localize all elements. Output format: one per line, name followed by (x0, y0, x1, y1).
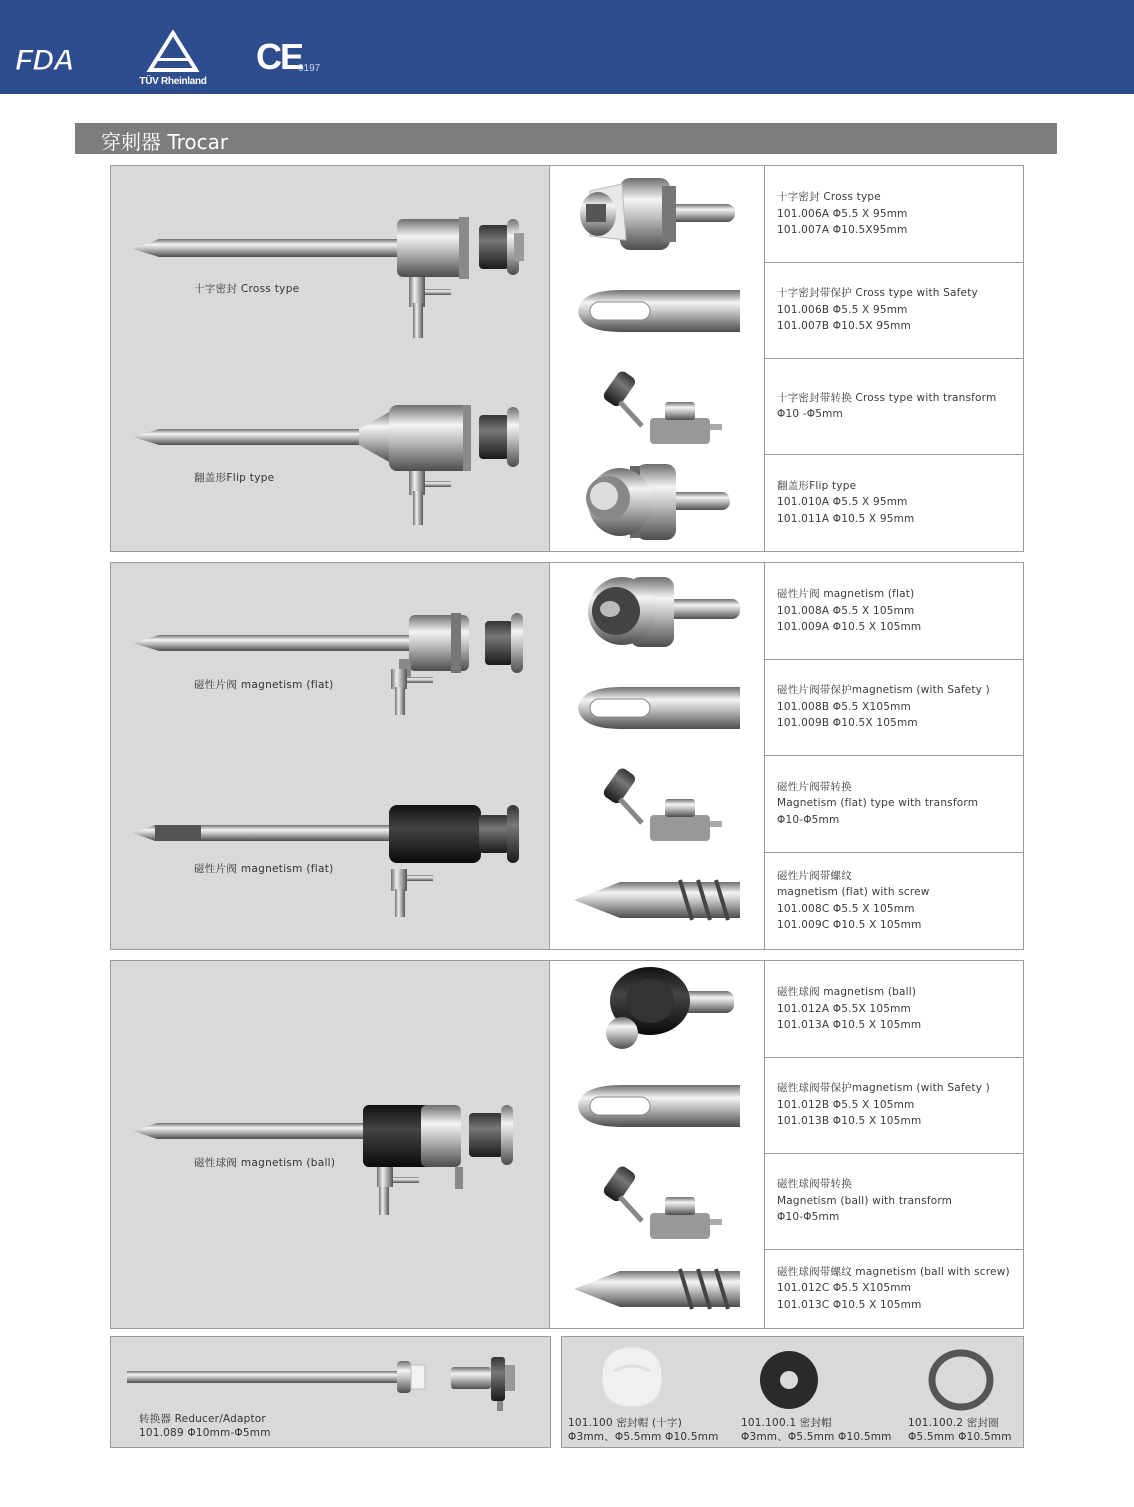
variant-line: 十字密封带保护 Cross type with Safety (777, 287, 978, 300)
reducer-panel (110, 1336, 551, 1448)
variant-photo (550, 166, 765, 262)
fda-logo: FDA (15, 44, 74, 77)
seal-ring-photo (928, 1349, 994, 1411)
variant-text (777, 755, 1021, 852)
variant-line: Magnetism (flat) type with transform (777, 797, 979, 810)
variant-text (777, 454, 1021, 551)
variant-text (777, 1057, 1021, 1153)
variant-rows (550, 563, 1023, 949)
cap3-label: 101.100.2 密封圈 (908, 1417, 999, 1429)
variant-photo (550, 961, 765, 1057)
variant-line: 磁性片阀 magnetism (flat) (777, 588, 915, 601)
variant-row (550, 262, 1023, 359)
variant-photo (550, 563, 765, 659)
variant-row (550, 1057, 1023, 1154)
variant-line: 101.006A Φ5.5 X 95mm (777, 207, 908, 220)
variant-row (550, 852, 1023, 949)
variant-line: 翻盖形Flip type (777, 479, 857, 492)
safety-tip-photo (550, 262, 764, 358)
variant-photo (550, 852, 765, 949)
variant-text (777, 1249, 1021, 1328)
variant-line: 101.012C Φ5.5 X105mm (777, 1282, 912, 1295)
variant-row (550, 358, 1023, 455)
safety-tip-photo (550, 1057, 764, 1153)
flip-cap-photo (550, 454, 764, 550)
variant-line: 101.010A Φ5.5 X 95mm (777, 496, 908, 509)
variant-line: Φ10-Φ5mm (777, 1211, 840, 1224)
variant-line: Φ10 -Φ5mm (777, 408, 843, 420)
section-title-bar (75, 123, 1057, 154)
variant-line: 101.011A Φ10.5 X 95mm (777, 512, 915, 525)
variant-line: 101.009C Φ10.5 X 105mm (777, 919, 922, 931)
variant-line: 101.012A Φ5.5X 105mm (777, 1002, 911, 1015)
seal-caps-panel (561, 1336, 1024, 1448)
section-cross-flip (110, 165, 1024, 552)
variant-row (550, 563, 1023, 660)
main-label: 磁性片阀 magnetism (flat) (194, 863, 334, 875)
cap1-sizes: Φ3mm、Φ5.5mm Φ10.5mm (568, 1431, 719, 1443)
variant-text (777, 961, 1021, 1057)
variant-line: 101.009B Φ10.5X 105mm (777, 717, 918, 730)
magnetism-flat-trocar-image (129, 603, 549, 718)
main-photo-area (111, 166, 550, 551)
flip-type-trocar-image (129, 401, 549, 536)
variant-line: 101.012B Φ5.5 X 105mm (777, 1098, 915, 1111)
screw-tip-photo (550, 1249, 764, 1328)
variant-line: 磁性球阀带保护magnetism (with Safety ) (777, 1082, 990, 1095)
transform-adapter-photo (550, 755, 764, 851)
tuv-logo-text: TÜV Rheinland (139, 76, 207, 87)
magnetism-ball-trocar-image (129, 1099, 549, 1219)
cross-seal-cap-photo (596, 1341, 668, 1413)
variant-line: Magnetism (ball) with transform (777, 1194, 953, 1207)
section-magnetism-ball (110, 960, 1024, 1329)
cap1-label: 101.100 密封帽 (十字) (568, 1417, 682, 1429)
main-label: 翻盖形Flip type (194, 472, 275, 484)
variant-text (777, 852, 1021, 949)
cap2-label: 101.100.1 密封帽 (741, 1417, 832, 1429)
variant-photo (550, 659, 765, 755)
variant-line: 101.007B Φ10.5X 95mm (777, 320, 911, 333)
variant-line: 磁性球阀带螺纹 magnetism (ball with screw) (777, 1265, 1010, 1278)
variant-text (777, 1153, 1021, 1249)
main-label: 磁性球阀 magnetism (ball) (194, 1157, 336, 1169)
variant-line: 磁性片阀带转换 (777, 780, 852, 793)
variant-line: 磁性球阀 magnetism (ball) (777, 986, 917, 999)
variant-rows (550, 961, 1023, 1328)
variant-line: 磁性球阀带转换 (777, 1178, 852, 1191)
variant-row (550, 454, 1023, 551)
magnetism-flat-screw-trocar-image (129, 799, 549, 924)
variant-photo (550, 1057, 765, 1153)
main-photo-area (111, 563, 550, 949)
ce-logo: CE (256, 36, 303, 77)
main-label: 磁性片阀 magnetism (flat) (194, 679, 334, 691)
seal-cap-photo (758, 1349, 820, 1411)
variant-row (550, 1249, 1023, 1328)
transform-adapter-photo (550, 1153, 764, 1249)
ce-number: 0197 (298, 63, 321, 74)
cap3-sizes: Φ5.5mm Φ10.5mm (908, 1431, 1012, 1443)
screw-tip-photo (550, 852, 764, 948)
variant-photo (550, 1249, 765, 1328)
tuv-logo (128, 30, 218, 90)
variant-line: 101.009A Φ10.5 X 105mm (777, 621, 922, 634)
variant-rows (550, 166, 1023, 551)
variant-row (550, 659, 1023, 756)
variant-text (777, 358, 1021, 454)
safety-tip-photo (550, 659, 764, 755)
variant-line: 101.007A Φ10.5X95mm (777, 224, 908, 237)
variant-photo (550, 262, 765, 358)
reducer-label: 转换器 Reducer/Adaptor (139, 1413, 266, 1425)
variant-text (777, 262, 1021, 358)
variant-line: 十字密封带转换 Cross type with transform (777, 391, 997, 404)
cross-type-trocar-image (129, 211, 549, 346)
variant-line: 101.008C Φ5.5 X 105mm (777, 902, 915, 915)
variant-photo (550, 1153, 765, 1249)
variant-row (550, 1153, 1023, 1250)
variant-line: 磁性片阀带保护magnetism (with Safety ) (777, 684, 990, 697)
variant-text (777, 563, 1021, 659)
variant-row (550, 166, 1023, 263)
cap2-sizes: Φ3mm、Φ5.5mm Φ10.5mm (741, 1431, 892, 1443)
transform-adapter-photo (550, 358, 764, 454)
reducer-code: 101.089 Φ10mm-Φ5mm (139, 1427, 271, 1439)
variant-row (550, 961, 1023, 1058)
variant-line: 101.006B Φ5.5 X 95mm (777, 303, 908, 316)
variant-line: magnetism (flat) with screw (777, 886, 930, 898)
variant-line: Φ10-Φ5mm (777, 813, 840, 826)
variant-line: 101.008B Φ5.5 X105mm (777, 700, 911, 713)
variant-text (777, 166, 1021, 262)
header-banner (0, 0, 1134, 94)
variant-line: 十字密封 Cross type (777, 191, 881, 204)
variant-line: 101.008A Φ5.5 X 105mm (777, 604, 915, 617)
variant-row (550, 755, 1023, 853)
variant-photo (550, 358, 765, 454)
variant-line: 101.013C Φ10.5 X 105mm (777, 1298, 922, 1311)
main-photo-area (111, 961, 550, 1328)
variant-photo (550, 454, 765, 551)
section-magnetism-flat (110, 562, 1024, 950)
page-title: 穿刺器 Trocar (101, 130, 229, 154)
variant-line: 磁性片阀带螺纹 (777, 869, 852, 882)
variant-photo (550, 755, 765, 852)
variant-line: 101.013A Φ10.5 X 105mm (777, 1019, 922, 1032)
variant-text (777, 659, 1021, 755)
main-label: 十字密封 Cross type (194, 283, 300, 295)
reducer-adaptor-photo (125, 1355, 525, 1415)
magnetism-ball-valve-photo (550, 961, 764, 1057)
tuv-triangle-icon (128, 30, 218, 76)
cross-seal-photo (550, 166, 764, 262)
magnetism-flat-valve-photo (550, 563, 764, 659)
variant-line: 101.013B Φ10.5 X 105mm (777, 1115, 922, 1128)
